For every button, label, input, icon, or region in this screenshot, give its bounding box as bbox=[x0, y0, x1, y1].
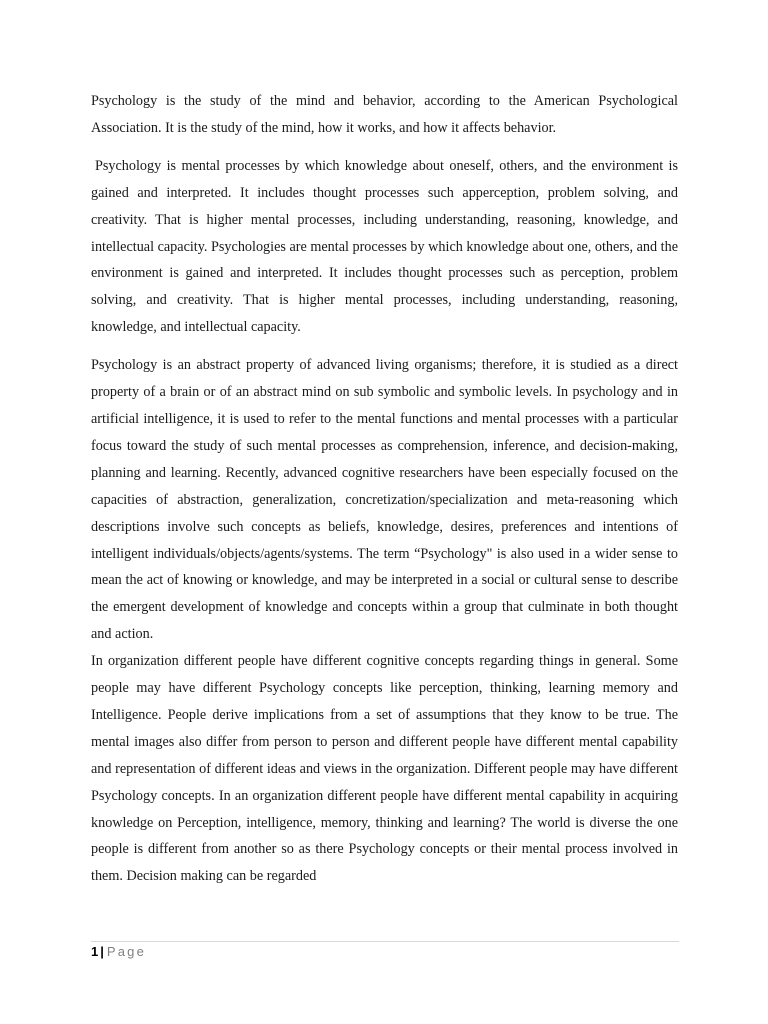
document-body bbox=[91, 88, 678, 890]
page-label: Page bbox=[106, 944, 147, 959]
page-footer bbox=[91, 943, 146, 961]
footer-separator: | bbox=[100, 944, 104, 959]
footer-divider bbox=[91, 941, 679, 942]
paragraph-2: Psychology is mental processes by which knowledge about oneself, others, and the environment is gained and interpreted. It includes thought processes such apperception, problem solving, and creativity. That is higher mental processes, including understanding, reasoning, knowledge, and intellectual capacity. Psychologies are mental processes by which knowledge about one, others, and the environment is gained and interpreted. It includes thought processes such as perception, problem solving, and creativity. That is higher mental processes, including understanding, reasoning, knowledge, and intellectual capacity. bbox=[91, 157, 678, 336]
page-number: 1 bbox=[91, 944, 99, 959]
paragraph-4: In organization different people have different cognitive concepts regarding things in general. Some people may have different Psychology concepts like perception, thinking, learning memory and Intelligence. People derive implications from a set of assumptions that they know to be true. The mental images also differ from person to person and different people have different mental capability and representation of different ideas and views in the organization. Different people may have different Psychology concepts. In an organization different people have different mental capability in acquiring knowledge on Perception, intelligence, memory, thinking and learning? The world is diverse the one people is different from another so as there Psychology concepts or their mental process involved in them. Decision making can be regarded bbox=[91, 653, 678, 885]
paragraph-1: Psychology is the study of the mind and behavior, according to the American Psychological Association. It is the study of the mind, how it works, and how it affects behavior. bbox=[91, 93, 678, 136]
paragraph-3: Psychology is an abstract property of advanced living organisms; therefore, it is studied as a direct property of a brain or of an abstract mind on sub symbolic and symbolic levels. In psychology and in artificial intelligence, it is used to refer to the mental functions and mental processes with a particular focus toward the study of such mental processes as comprehension, inference, and decision-making, planning and learning. Recently, advanced cognitive researchers have been especially focused on the capacities of abstraction, generalization, concretization/specialization and meta-reasoning which descriptions involve such concepts as beliefs, knowledge, desires, preferences and intentions of intelligent individuals/objects/agents/systems. The term “Psychology" is also used in a wider sense to mean the act of knowing or knowledge, and may be interpreted in a social or cultural sense to describe the emergent development of knowledge and concepts within a group that culminate in both thought and action. bbox=[91, 357, 678, 643]
